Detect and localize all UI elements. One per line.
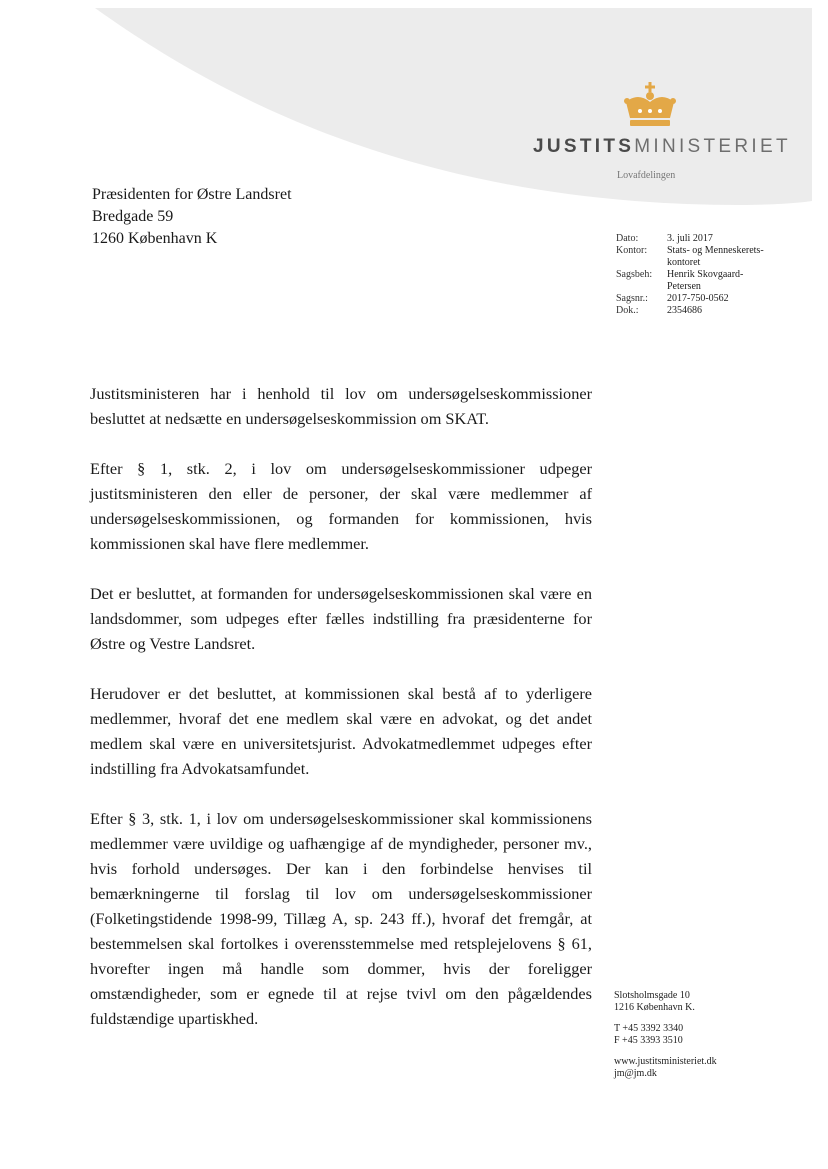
ministry-name-part2: MINISTERIET (634, 136, 791, 157)
ministry-logo-text (533, 136, 791, 158)
ministry-contact-info (614, 990, 717, 1089)
meta-label: Dato: (616, 233, 639, 244)
meta-label (616, 257, 667, 269)
case-metadata (616, 233, 782, 317)
letter-body (90, 381, 592, 1056)
body-paragraph: Herudover er det besluttet, at kommissionen skal bestå af to yderligere medlemmer, hvoraf det ene medlem skal være en advokat, og det andet medlem skal være en universitetsjurist. Advokatmedlemmet udpeges efter indstilling fra Advokatsamfundet. (90, 684, 592, 778)
contact-phone: T +45 3392 3340 (614, 1023, 684, 1034)
contact-street: Slotsholmsgade 10 (614, 990, 690, 1001)
ministry-name-part1: JUSTITS (533, 136, 635, 157)
contact-city: 1216 København K. (614, 1002, 695, 1013)
contact-email-link[interactable]: jm@jm.dk (614, 1068, 657, 1079)
meta-row (616, 305, 782, 317)
meta-row (616, 245, 782, 257)
meta-row (616, 293, 782, 305)
meta-value: 2354686 (667, 305, 702, 316)
body-paragraph: Efter § 3, stk. 1, i lov om undersøgelseskommissioner skal kommissionens medlemmer være uvildige og uafhængige af de myndigheder, personer mv., hvis forhold undersøges. Der kan i den forbindelse henvises til bemærkningerne til forslag til lov om undersøgelseskommissioner (Folketingstidende 1998-99, Tillæg A, sp. 243 ff.), hvoraf det fremgår, at bestemmelsen skal fortolkes i overensstemmelse med retsplejelovens § 61, hvorefter ingen må handle som dommer, hvis der foreligger omstændigheder, som er egnede til at rejse tvivl om den pågældendes fuldstændige upartiskhed. (90, 809, 592, 1028)
meta-value: Stats- og Menneskerets- (667, 245, 764, 256)
body-paragraph: Det er besluttet, at formanden for undersøgelseskommissionen skal være en landsdommer, som udpeges efter fælles indstilling fra præsidenterne for Østre og Vestre Landsret. (90, 584, 592, 653)
recipient-city: 1260 København K (92, 230, 218, 247)
recipient-address (92, 184, 292, 250)
meta-value: 2017-750-0562 (667, 293, 729, 304)
swoosh-band (95, 8, 812, 205)
contact-address (614, 990, 717, 1014)
meta-row (616, 233, 782, 245)
meta-row (616, 257, 782, 269)
meta-label: Sagsbeh: (616, 269, 653, 280)
contact-phones (614, 1023, 717, 1047)
meta-value: Petersen (667, 281, 701, 292)
meta-label: Kontor: (616, 245, 648, 256)
meta-value: 3. juli 2017 (667, 233, 713, 244)
body-paragraph: Justitsministeren har i henhold til lov om undersøgelseskommissioner besluttet at nedsætte en undersøgelseskommission om SKAT. (90, 384, 592, 428)
meta-value: kontoret (667, 257, 701, 268)
contact-fax: F +45 3393 3510 (614, 1035, 683, 1046)
recipient-street: Bredgade 59 (92, 208, 174, 225)
contact-website-link[interactable]: www.justitsministeriet.dk (614, 1056, 717, 1067)
recipient-name: Præsidenten for Østre Landsret (92, 186, 292, 203)
meta-label: Dok.: (616, 305, 639, 316)
department-name: Lovafdelingen (617, 170, 676, 181)
meta-row (616, 281, 782, 293)
meta-value: Henrik Skovgaard- (667, 269, 744, 280)
contact-online (614, 1056, 717, 1080)
meta-label (616, 281, 667, 293)
letterhead-swoosh (0, 0, 828, 215)
meta-label: Sagsnr.: (616, 293, 648, 304)
crown-icon (622, 82, 678, 130)
meta-row (616, 269, 782, 281)
body-paragraph: Efter § 1, stk. 2, i lov om undersøgelseskommissioner udpeger justitsministeren den eller de personer, der skal være medlemmer af undersøgelseskommissionen, og formanden for kommissionen, hvis kommissionen skal have flere medlemmer. (90, 459, 592, 553)
